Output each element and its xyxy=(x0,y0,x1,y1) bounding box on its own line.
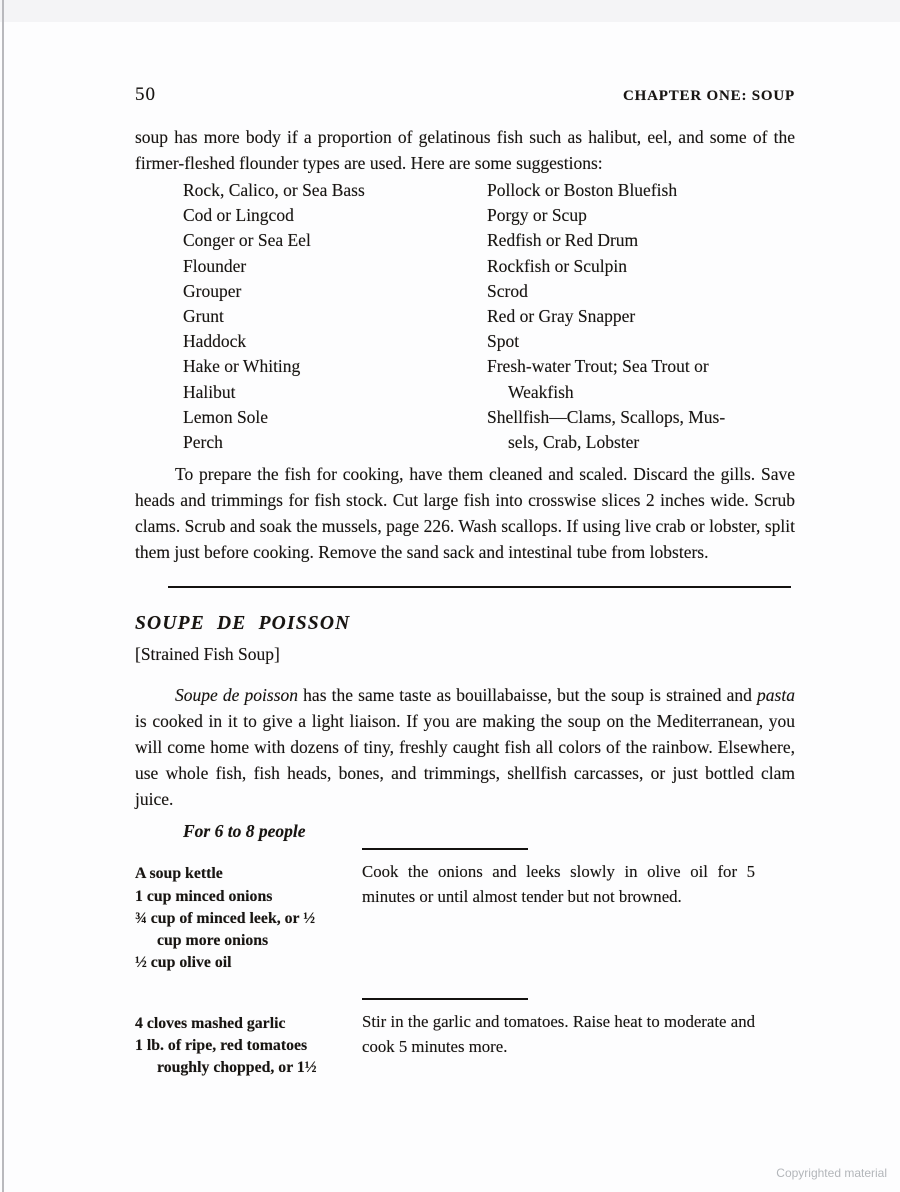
fish-item: Lemon Sole xyxy=(183,406,269,427)
fish-item: Rockfish or Sculpin xyxy=(487,255,627,276)
fish-item: Scrod xyxy=(487,280,528,301)
section-divider-rule xyxy=(168,586,791,588)
fish-item: Shellfish—Clams, Scallops, Mus- xyxy=(487,406,726,427)
ingredient-continuation: cup more onions xyxy=(157,932,269,950)
fish-item: Fresh-water Trout; Sea Trout or xyxy=(487,356,709,377)
recipe-description xyxy=(135,682,795,812)
fish-item: Porgy or Scup xyxy=(487,205,587,226)
step-1-rule xyxy=(362,848,528,850)
ingredient: 1 lb. of ripe, red tomatoes xyxy=(135,1037,308,1055)
running-header xyxy=(135,84,795,106)
fish-list-left-column xyxy=(183,178,487,455)
fish-item: Rock, Calico, or Sea Bass xyxy=(183,180,365,200)
recipe-description-segment: has the same taste as bouillabaisse, but the soup is strained and xyxy=(298,685,758,706)
fish-item: Spot xyxy=(487,331,520,352)
fish-item: Pollock or Boston Bluefish xyxy=(487,180,678,200)
step-1-ingredients xyxy=(135,848,362,974)
step-2-instruction-column xyxy=(362,998,795,1080)
recipe-description-italic-word: pasta xyxy=(757,685,795,706)
step-1-instruction-column xyxy=(362,848,795,974)
step-gap xyxy=(135,975,795,992)
fish-item: Conger or Sea Eel xyxy=(183,230,311,251)
ingredient: 1 cup minced onions xyxy=(135,887,273,905)
recipe-yield: For 6 to 8 people xyxy=(183,821,306,842)
preparation-paragraph: To prepare the fish for cooking, have them cleaned and scaled. Discard the gills. Save heads and trimmings for fish stock. Cut large fish into crosswise slices 2 inches wide. Scrub clams. Scrub and soak the mussels, page 226. Wash scallops. If using live crab or lobster, split them just before cooking. Remove the sand sack and intestinal tube from lobsters. xyxy=(135,464,795,563)
chapter-running-title: CHAPTER ONE: SOUP xyxy=(623,88,795,104)
ingredient: 4 cloves mashed garlic xyxy=(135,1014,286,1032)
ingredient: ½ cup olive oil xyxy=(135,954,232,972)
ingredient: ¾ cup of minced leek, or ½ xyxy=(135,909,316,927)
ingredient: A soup kettle xyxy=(135,865,223,883)
fish-suggestions-list xyxy=(183,178,795,455)
fish-item: Flounder xyxy=(183,255,247,276)
recipe-title: SOUPE DE POISSON xyxy=(135,613,351,635)
recipe-step-2 xyxy=(135,998,795,1080)
fish-item: Perch xyxy=(183,432,223,453)
step-2-rule xyxy=(362,998,528,1000)
fish-item: Grunt xyxy=(183,306,224,327)
fish-item: Halibut xyxy=(183,381,236,402)
fish-item: Haddock xyxy=(183,331,247,352)
recipe-subtitle: [Strained Fish Soup] xyxy=(135,644,280,665)
fish-item: Red or Gray Snapper xyxy=(487,306,636,327)
recipe-step-1 xyxy=(135,848,795,974)
copyright-watermark: Copyrighted material xyxy=(776,1166,887,1180)
fish-item-continuation: Weakfish xyxy=(508,381,574,402)
fish-item: Redfish or Red Drum xyxy=(487,230,639,251)
fish-item: Cod or Lingcod xyxy=(183,205,294,226)
page-number: 50 xyxy=(135,84,156,105)
fish-item: Hake or Whiting xyxy=(183,356,301,377)
step-2-instruction: Stir in the garlic and tomatoes. Raise heat to moderate and cook 5 minutes more. xyxy=(362,1011,755,1056)
fish-list-right-column xyxy=(487,178,795,455)
step-2-ingredients xyxy=(135,998,362,1080)
fish-item-continuation: sels, Crab, Lobster xyxy=(508,432,640,453)
step-1-instruction: Cook the onions and leeks slowly in olive oil for 5 minutes or until almost tender but not browned. xyxy=(362,862,755,907)
recipe-description-italic-lead: Soupe de poisson xyxy=(175,685,299,706)
fish-item: Grouper xyxy=(183,280,242,301)
ingredient-continuation: roughly chopped, or 1½ xyxy=(157,1059,317,1077)
recipe-description-segment: is cooked in it to give a light liaison. If you are making the soup on the Mediterranean, you will come home with dozens of tiny, freshly caught fish all colors of the rainbow. Elsewhere, use whole fish, fish heads, bones, and trimmings, shellfish carcasses, or just bottled clam juice. xyxy=(135,711,795,810)
intro-paragraph: soup has more body if a proportion of gelatinous fish such as halibut, eel, and some of the firmer-fleshed flounder types are used. Here are some suggestions: xyxy=(135,127,795,173)
